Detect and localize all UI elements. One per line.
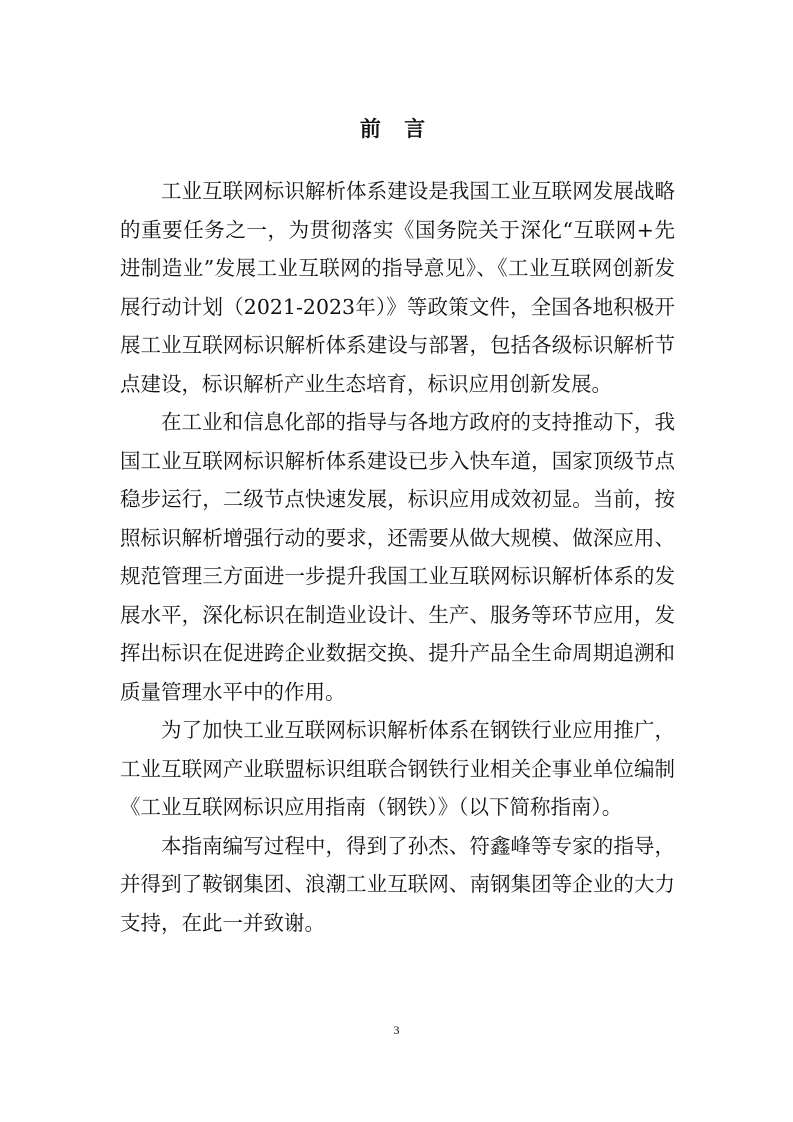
paragraph-1: 工业互联网标识解析体系建设是我国工业互联网发展战略的重要任务之一，为贯彻落实《国务院关于深化“互联网+先进制造业”发展工业互联网的指导意见》、《工业互联网创新发展行动计划（2021-2023年）》等政策文件，全国各地积极开展工业互联网标识解析体系建设与部署，包括各级标识解析节点建设，标识解析产业生态培育，标识应用创新发展。	[120, 179, 675, 396]
paragraph-4: 本指南编写过程中，得到了孙杰、符鑫峰等专家的指导，并得到了鞍钢集团、浪潮工业互联网、南钢集团等企业的大力支持，在此一并致谢。	[120, 833, 675, 935]
preface-body	[120, 172, 675, 942]
paragraph-2: 在工业和信息化部的指导与各地方政府的支持推动下，我国工业互联网标识解析体系建设已步入快车道，国家顶级节点稳步运行，二级节点快速发展，标识应用成效初显。当前，按照标识解析增强行动的要求，还需要从做大规模、做深应用、规范管理三方面进一步提升我国工业互联网标识解析体系的发展水平，深化标识在制造业设计、生产、服务等环节应用，发挥出标识在促进跨企业数据交换、提升产品全生命周期追溯和质量管理水平中的作用。	[120, 410, 675, 704]
page-number: 3	[393, 1023, 400, 1037]
paragraph-3: 为了加快工业互联网标识解析体系在钢铁行业应用推广，工业互联网产业联盟标识组联合钢铁行业相关企事业单位编制《工业互联网标识应用指南（钢铁）》（以下简称指南）。	[120, 718, 675, 819]
page-title: 前 言	[359, 117, 434, 141]
